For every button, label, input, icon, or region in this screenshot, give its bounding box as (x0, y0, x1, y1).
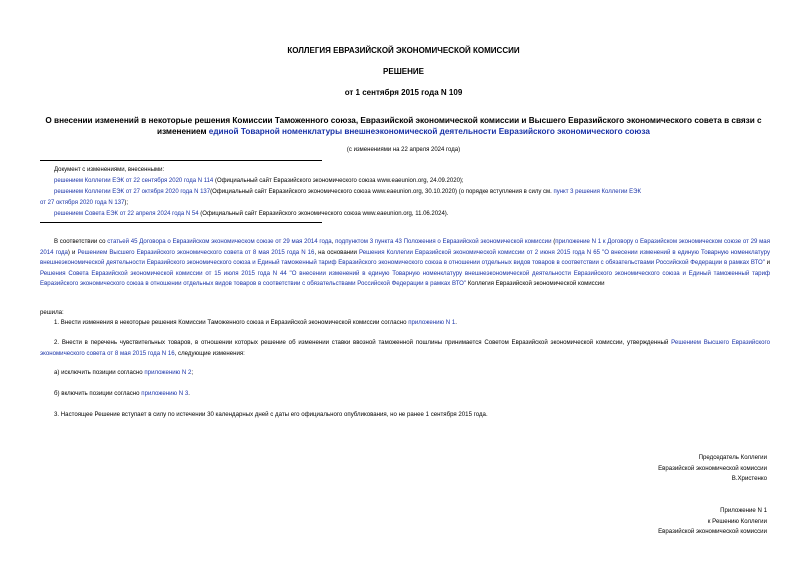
appendix-1-link[interactable]: приложению N 1 (408, 319, 456, 326)
item-3: 3. Настоящее Решение вступает в силу по истечении 30 календарных дней с даты его официального опубликования, но не ранее 1 сентября 2015 года. (54, 411, 488, 418)
appendix-line: к Решению Коллегии (707, 517, 767, 525)
divider-top (40, 160, 322, 161)
signature-line: Евразийской экономической комиссии (658, 464, 767, 472)
item-1 (54, 319, 457, 326)
text: ( (551, 238, 556, 245)
appendix-2-link[interactable]: приложению N 2 (144, 369, 192, 376)
title-link[interactable]: единой Товарной номенклатуры внешнеэкономической деятельности Евразийского экономического союза (208, 127, 650, 136)
text: б) включить позиции согласно (54, 390, 142, 397)
change-text: ); (124, 200, 129, 206)
text: а) исключить позиции согласно (54, 369, 145, 376)
text: Коллегия Евразийской экономической комиссии (466, 280, 605, 288)
change-item (40, 209, 770, 220)
document-date-number: от 1 сентября 2015 года N 109 (344, 88, 463, 97)
text: , следующие изменения: (174, 349, 245, 357)
text: ; (191, 369, 194, 376)
signature-block (560, 453, 767, 485)
signature-name: В.Христенко (731, 475, 767, 483)
preamble-link[interactable]: статьей 45 Договора о Евразийском экономическом союзе от 29 мая 2014 года (107, 238, 332, 245)
item-2a (54, 369, 193, 376)
document-title (40, 115, 767, 137)
change-link[interactable]: решением Коллегии ЕЭК от 22 сентября 2020 года N 114 (54, 178, 214, 184)
text: ) и (67, 248, 78, 256)
preamble-link[interactable]: подпунктом 3 пункта 43 Положения о Евразийской экономической комиссии (335, 238, 552, 245)
divider-bottom (40, 222, 322, 223)
change-link[interactable]: решением Коллегии ЕЭК от 27 октября 2020 года N 137 (54, 189, 211, 195)
text: В соответствии со (54, 238, 108, 245)
change-text: (Официальный сайт Евразийского экономического союза www.eaeunion.org, 30.10.2020) (о порядке вступления в силу см. (210, 189, 554, 195)
change-item (40, 176, 770, 187)
appendix-line: Евразийской экономической комиссии (658, 528, 767, 536)
text: и (764, 259, 770, 267)
change-text: (Официальный сайт Евразийского экономического союза www.eaeunion.org, 11.06.2024). (198, 211, 449, 217)
issuing-body: КОЛЛЕГИЯ ЕВРАЗИЙСКОЙ ЭКОНОМИЧЕСКОЙ КОМИССИИ (287, 46, 520, 55)
resolved-label: решила: (40, 309, 64, 316)
item-2b (54, 390, 190, 397)
appendix-heading (560, 506, 767, 538)
text: 2. Внести в перечень чувствительных товаров, в отношении которых решение об изменении ставки ввозной таможенной пошлины принимается Советом Евразийской экономической комиссии, утвержденный (54, 339, 672, 346)
change-item-continued (40, 198, 770, 209)
preamble-link[interactable]: Решением Высшего Евразийского экономического совета от 8 мая 2015 года N 16 (77, 248, 315, 256)
preamble-paragraph (40, 237, 770, 290)
changes-intro: Документ с изменениями, внесенными: (54, 167, 165, 173)
changes-box (40, 165, 770, 220)
change-link[interactable]: от 27 октября 2020 года N 137 (40, 200, 125, 206)
text: 1. Внести изменения в некоторые решения Комиссии Таможенного союза и Евразийской экономической комиссии согласно (54, 319, 409, 326)
text: , (331, 238, 336, 245)
change-link[interactable]: решением Совета ЕЭК от 22 апреля 2024 года N 54 (54, 211, 199, 217)
change-item (40, 187, 770, 198)
text: . (188, 390, 190, 397)
text: . (455, 319, 457, 326)
item-2 (40, 338, 770, 359)
decision-16-link[interactable]: Решением Высшего Евразийского экономического совета от 8 мая 2015 года N 16 (40, 339, 770, 357)
title-text: О внесении изменений в некоторые решения Комиссии Таможенного союза, Евразийской экономической комиссии и Высшего Евразийского экономического совета в связи с изменением (45, 116, 762, 136)
preamble-link[interactable]: приложение N 1 к Договору о Евразийском экономическом союзе от 29 мая 2014 года (40, 238, 770, 256)
preamble-link[interactable]: Решения Совета Евразийской экономической комиссии от 15 июля 2015 года N 44 "О внесении изменений в единую Товарную номенклатуру внешнеэкономической деятельности Евразийского экономического союза и Единый таможенный тариф Евразийского экономического союза в отношении отдельных видов товаров в соответствии с обязательствами Российской Федерации в рамках ВТО" (40, 269, 770, 288)
change-text: (Официальный сайт Евразийского экономического союза www.eaeunion.org, 24.09.2020); (213, 178, 464, 184)
appendix-line: Приложение N 1 (720, 507, 767, 514)
text: , на основании (314, 248, 359, 256)
change-link[interactable]: пункт 3 решения Коллегии ЕЭК (553, 189, 641, 195)
appendix-3-link[interactable]: приложению N 3 (141, 390, 189, 397)
signature-line: Председатель Коллегии (698, 454, 767, 461)
document-type: РЕШЕНИЕ (383, 67, 424, 76)
revision-note: (с изменениями на 22 апреля 2024 года) (346, 147, 461, 153)
preamble-link[interactable]: Решения Коллегии Евразийской экономической комиссии от 2 июня 2015 года N 65 "О внесении изменений в единую Товарную номенклатуру внешнеэкономической деятельности Евразийского экономического союза и Единый таможенный тариф Евразийского экономического союза в отношении отдельных видов товаров в соответствии с обязательствами Российской Федерации в рамках ВТО" (40, 248, 771, 267)
